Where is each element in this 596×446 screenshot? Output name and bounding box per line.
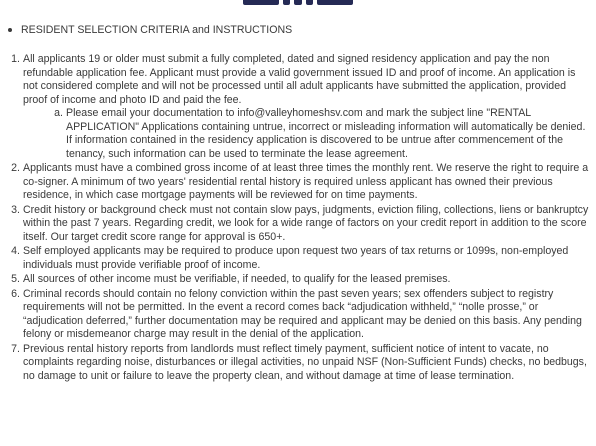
- item-number: 6.: [11, 287, 20, 300]
- bullet-icon: [8, 28, 12, 32]
- list-item: [6, 204, 590, 245]
- item-number: 7.: [11, 342, 20, 355]
- list-item: [6, 343, 590, 384]
- item-text: Credit history or background check must not contain slow pays, judgments, eviction filing, collections, liens or bankruptcy within the past 7 years. Regarding credit, we look for a wide range of factors on your credit report in addition to the score itself. Our target credit score range for approval is 650+.: [23, 203, 589, 243]
- item-text: All sources of other income must be verifiable, if needed, to qualify for the leased premises.: [23, 273, 451, 285]
- sub-item-text: Please email your documentation to info@valleyhomeshsv.com and mark the subject line "RENTAL APPLICATION" Applications containing untrue, incorrect or misleading information will automatically be denied. If information contained in the residency application is discovered to be untrue after commencement of the tenancy, such information can be used to terminate the lease agreement.: [66, 107, 586, 160]
- list-item: [6, 273, 590, 287]
- section-heading: [8, 24, 292, 36]
- item-number: 2.: [11, 162, 20, 174]
- item-text: Criminal records should contain no felony conviction within the past seven years; sex offenders subject to registry requirements will not be permitted. In the event a record comes back “adjudication withheld,” “nolle prosse,” or “adjudication deferred,” further documentation may be required and applicant may be denied on this basis. Any pending felony or misdemeanor charge may result in the denial of the application.: [23, 287, 582, 340]
- list-item: [6, 245, 590, 272]
- item-number: 3.: [11, 203, 20, 216]
- item-number: 1.: [11, 53, 20, 65]
- item-number: 5.: [11, 273, 20, 285]
- item-body: [23, 53, 590, 161]
- sub-item-number: a.: [54, 107, 63, 119]
- item-text: Applicants must have a combined gross income of at least three times the monthly rent. We reserve the right to require a co-signer. A minimum of two years' residential rental history is required unless applicant has owned their previous residence, in which case mortgage payments will be reviewed for on time payments.: [23, 162, 589, 201]
- item-text: Self employed applicants may be required to produce upon request two years of tax returns or 1099s, non-employed individuals must provide verifiable proof of income.: [23, 245, 569, 271]
- criteria-list: [6, 53, 590, 384]
- list-item: [6, 288, 590, 342]
- list-item: [6, 162, 590, 203]
- sub-item: [49, 107, 590, 161]
- list-item: [6, 53, 590, 161]
- item-text: All applicants 19 or older must submit a fully completed, dated and signed residency application and pay the non refundable application fee. Applicant must provide a valid government issued ID and proof of income. An application is not considered complete and will not be processed until all adult applicants have submitted the application, provided proof of income and photo ID and paid the fee.: [23, 53, 576, 106]
- item-number: 4.: [11, 245, 20, 257]
- header-decoration: [243, 0, 353, 5]
- item-text: Previous rental history reports from landlords must reflect timely payment, sufficient notice of intent to vacate, no complaints regarding noise, disturbances or illegal activities, no unpaid NSF (Non-Sufficient Funds) checks, no bedbugs, no damage to unit or failure to leave the property clean, and without damage at time of lease termination.: [23, 342, 587, 382]
- heading-text: RESIDENT SELECTION CRITERIA and INSTRUCTIONS: [21, 24, 293, 36]
